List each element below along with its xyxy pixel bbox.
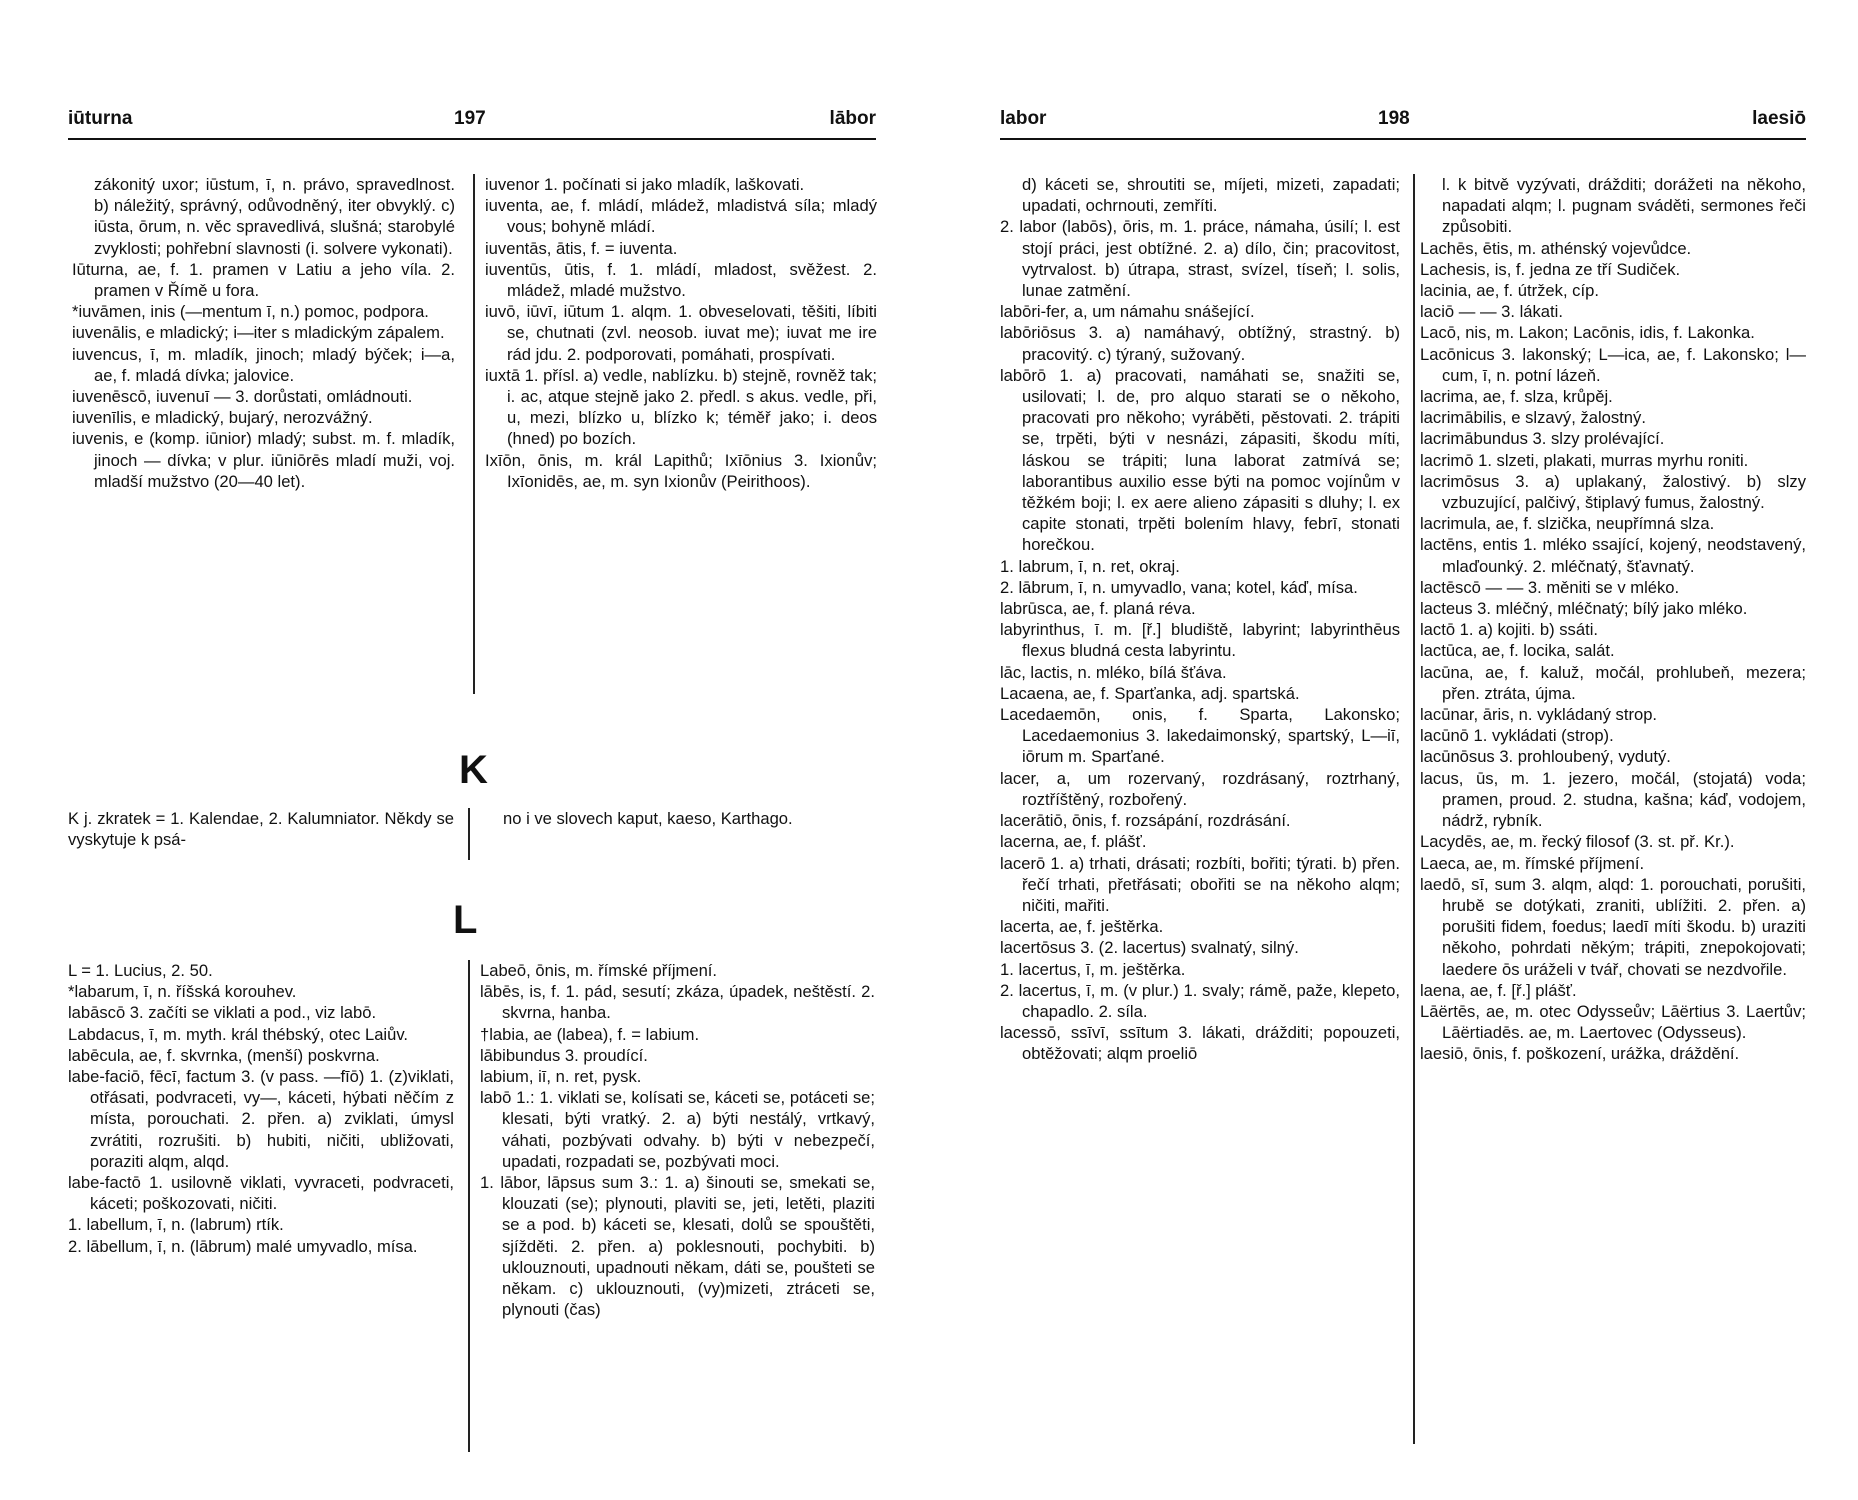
entry: Lacōnicus 3. lakonský; L—ica, ae, f. Lakonsko; l—cum, ī, n. potní lázeň. xyxy=(1420,344,1806,385)
entry: lacrimābundus 3. slzy prolévající. xyxy=(1420,429,1665,449)
entry: Labdacus, ī, m. myth. král thébský, otec Laiův. xyxy=(68,1024,409,1044)
entry: *labarum, ī, n. říšská korouhev. xyxy=(68,982,297,1002)
entry: Lachēs, ētis, m. athénský vojevůdce. xyxy=(1420,238,1692,258)
header-rule xyxy=(1000,138,1806,140)
entry: L = 1. Lucius, 2. 50. xyxy=(68,961,213,980)
entry: lacūnar, āris, n. vykládaný strop. xyxy=(1420,705,1658,725)
entry: lābēs, is, f. 1. pád, sesutí; zkáza, úpadek, neštěstí. 2. skvrna, hanba. xyxy=(480,982,875,1023)
entry: labium, iī, n. ret, pysk. xyxy=(480,1067,642,1087)
entry: lacrimula, ae, f. slzička, neupřímná slza. xyxy=(1420,514,1715,534)
entry: lacteus 3. mléčný, mléčnatý; bílý jako mléko. xyxy=(1420,599,1748,619)
entries-column-2 xyxy=(480,960,875,1320)
entry: 1. labellum, ī, n. (labrum) rtík. xyxy=(68,1215,284,1235)
entry: lacrimō 1. slzeti, plakati, murras myrhu roniti. xyxy=(1420,450,1749,470)
entry: lacer, a, um rozervaný, rozdrásaný, roztrhaný, roztříštěný, rozbořený. xyxy=(1000,768,1400,809)
entry: lactēns, entis 1. mléko ssající, kojený, neodstavený, mlaďounký. 2. mléčnatý, šťavnatý. xyxy=(1420,535,1806,576)
entry: lacerna, ae, f. plášť. xyxy=(1000,832,1147,852)
entry: d) káceti se, shroutiti se, míjeti, mizeti, zapadati; upadati, ochrnouti, zemříti. xyxy=(1022,175,1400,216)
entry: lacus, ūs, m. 1. jezero, močál, (stojatá) voda; pramen, proud. 2. studna, kašna; káď, vodojem, nádrž, rybník. xyxy=(1420,768,1806,831)
entry: iuxtā 1. přísl. a) vedle, nablízku. b) stejně, rovněž tak; i. ac, atque stejně jako 2. předl. s akus. vedle, při, u, mezi, blízko u, blízko k; téměř jako; i. deos (hned) po bozích. xyxy=(485,365,877,449)
entry: lacerta, ae, f. ještěrka. xyxy=(1000,917,1164,937)
column-divider xyxy=(468,960,470,1452)
entry: laesiō, ōnis, f. poškození, urážka, dráždění. xyxy=(1420,1044,1740,1064)
entry: iuventa, ae, f. mládí, mládež, mladistvá síla; mladý vous; bohyně mládí. xyxy=(485,196,877,237)
entry: †labia, ae (labea), f. = labium. xyxy=(480,1024,700,1044)
entry: iuvenēscō, iuvenuī — 3. dorůstati, omládnouti. xyxy=(72,387,413,407)
entry: labe-faciō, fēcī, factum 3. (v pass. —fīō) 1. (z)viklati, otřásati, podvraceti, vy—, káceti, hýbati něčím z místa, porouchati. 2. přen. a) zviklati, úmysl zvrátiti, rozrušiti. b) hubiti, ničiti, ubližovati, poraziti alqm, alqd. xyxy=(68,1067,454,1171)
entry: l. k bitvě vyzývati, drážditi; dorážeti na někoho, napadati alqm; l. pugnam sváděti, sermones řeči způsobiti. xyxy=(1442,175,1806,237)
entry: iuvō, iūvī, iūtum 1. alqm. 1. obveselovati, těšiti, líbiti se, chutnati (zvl. neosob. iuvat me); iuvat me ire rád jdu. 2. podporovati, pomáhati, prospívati. xyxy=(485,302,877,364)
entry: 2. labor (labōs), ōris, m. 1. práce, námaha, úsilí; l. est stojí práci, jest obtížné. 2. a) dílo, čin; pracovitost, vytrvalost. b) útrapa, strast, svízel, tíseň; l. solis, lunae zatmění. xyxy=(1000,217,1400,301)
entry: lacerātiō, ōnis, f. rozsápání, rozdrásání. xyxy=(1000,811,1291,831)
entry: iuventās, ātis, f. = iuventa. xyxy=(485,238,678,258)
entry: K j. zkratek = 1. Kalendae, 2. Kalumniator. Někdy se vyskytuje k psá- xyxy=(68,809,454,850)
entries-column-2 xyxy=(485,174,877,492)
entry: iuvencus, ī, m. mladík, jinoch; mladý býček; i—a, ae, f. mladá dívka; jalovice. xyxy=(72,344,455,385)
entry: lābibundus 3. proudící. xyxy=(480,1045,648,1065)
entry: lactēscō — — 3. měniti se v mléko. xyxy=(1420,577,1680,597)
entry: Lāërtēs, ae, m. otec Odysseův; Lāërtius 3. Laertův; Lāërtiadēs. ae, m. Laertovec (Odysseus). xyxy=(1420,1001,1806,1043)
entry: lacertōsus 3. (2. lacertus) svalnatý, silný. xyxy=(1000,938,1299,958)
section-letter-k: K xyxy=(459,748,488,792)
section-letter-l: L xyxy=(453,898,478,942)
header-left-word: iūturna xyxy=(68,108,133,129)
entry: iuventūs, ūtis, f. 1. mládí, mladost, svěžest. 2. mládež, mladé mužstvo. xyxy=(485,259,877,301)
entry: labēcula, ae, f. skvrnka, (menší) poskvrna. xyxy=(68,1045,380,1065)
entry: lacerō 1. a) trhati, drásati; rozbíti, bořiti; týrati. b) přen. řečí trhati, přetřásati; obořiti se na někoho alqm; ničiti, mařiti. xyxy=(1000,853,1400,915)
entry: labe-factō 1. usilovně viklati, vyvraceti, podvraceti, káceti; poškozovati, ničiti. xyxy=(68,1173,454,1214)
entry: lacrimōsus 3. a) uplakaný, žalostivý. b) slzy vzbuzující, palčivý, štiplavý fumus, žalostný. xyxy=(1420,471,1806,513)
entry: lactūca, ae, f. locika, salát. xyxy=(1420,641,1615,661)
entry: laciō — — 3. lákati. xyxy=(1420,302,1563,322)
entry: labōrō 1. a) pracovati, namáhati se, snažiti se, usilovati; l. de, pro alquo starati se o někoho, pracovati pro někoho; vyráběti, pěstovati. 2. trápiti se, trpěti, býti v nesnázi, zápasiti, škodu míti, láskou se trápiti; luna laborat zatmívá se; laborantibus auxilio esse býti na pomoc vojínům v těžkém boji; l. ex aere alieno zápasiti s dluhy; l. ex capite stonati, trpěti bolením hlavy, febrī, stonati horečkou. xyxy=(1000,365,1400,555)
entries-column-1 xyxy=(68,960,454,1257)
entry: lacūnōsus 3. prohloubený, vydutý. xyxy=(1420,747,1671,767)
entry: iuvenis, e (komp. iūnior) mladý; subst. m. f. mladík, jinoch — dívka; v plur. iūniōrēs mladí muži, voj. mladší mužstvo (20—40 let). xyxy=(72,429,455,491)
entry: zákonitý uxor; iūstum, ī, n. právo, spravedlnost. b) náležitý, správný, odůvodněný, iter obvyklý. c) iūsta, ōrum, n. věc spravedlivá, slušná; starobylé zvyklosti; pohřební slavnosti (i. solvere vykonati). xyxy=(94,175,455,258)
entry: labyrinthus, ī. m. [ř.] bludiště, labyrint; labyrinthēus flexus bludná cesta labyrintu. xyxy=(1000,620,1400,661)
entry: 1. lacertus, ī, m. ještěrka. xyxy=(1000,959,1186,979)
entry: Lacedaemōn, onis, f. Sparta, Lakonsko; Lacedaemonius 3. lakedaimonský, spartský, L—iī, iōrum m. Sparťané. xyxy=(1000,705,1400,767)
entry: lacrimābilis, e slzavý, žalostný. xyxy=(1420,408,1646,428)
entry: iuvenor 1. počínati si jako mladík, laškovati. xyxy=(485,175,805,194)
entry: iuvenālis, e mladický; i—iter s mladickým zápalem. xyxy=(72,323,445,343)
entry: labōriōsus 3. a) namáhavý, obtížný, strastný. b) pracovitý. c) týraný, sužovaný. xyxy=(1000,323,1400,364)
entry: Lacō, nis, m. Lakon; Lacōnis, idis, f. Lakonka. xyxy=(1420,323,1755,343)
entry: Lacydēs, ae, m. řecký filosof (3. st. př. Kr.). xyxy=(1420,832,1735,852)
running-header xyxy=(68,108,876,134)
entry: 1. labrum, ī, n. ret, okraj. xyxy=(1000,556,1180,576)
entry: Lacaena, ae, f. Sparťanka, adj. spartská. xyxy=(1000,683,1300,703)
column-divider xyxy=(468,808,470,860)
entry: labōri-fer, a, um námahu snášející. xyxy=(1000,302,1255,322)
entry: lacūna, ae, f. kaluž, močál, prohlubeň, mezera; přen. ztráta, újma. xyxy=(1420,662,1806,703)
header-left-word: labor xyxy=(1000,108,1047,129)
entry: Labeō, ōnis, m. římské příjmení. xyxy=(480,961,718,980)
entry: 2. lacertus, ī, m. (v plur.) 1. svaly; rámě, paže, klepeto, chapadlo. 2. síla. xyxy=(1000,980,1400,1021)
entries-column-1 xyxy=(72,174,455,492)
right-page xyxy=(929,0,1858,1500)
entry: laedō, sī, sum 3. alqm, alqd: 1. porouchati, porušiti, hrubě se dotýkati, zraniti, ublížiti. 2. přen. a) porušiti fidem, foedus; laedī míti škodu. b) uraziti někoho, pohrdati někým; trápiti, znepokojovati; laedere ōs uráželi v tvář, chovati se nezdvořile. xyxy=(1420,874,1806,979)
entry: lactō 1. a) kojiti. b) ssáti. xyxy=(1420,620,1598,640)
column-divider xyxy=(473,174,475,694)
entry: Ixīōn, ōnis, m. král Lapithů; Ixīōnius 3. Ixionův; Ixīonidēs, ae, m. syn Ixionův (Peirithoos). xyxy=(485,450,877,491)
entry: lacessō, ssīvī, ssītum 3. lákati, drážditi; popouzeti, obtěžovati; alqm proeliō xyxy=(1000,1023,1400,1064)
entries-column-1 xyxy=(1000,174,1400,1065)
entry: Iūturna, ae, f. 1. pramen v Latiu a jeho víla. 2. pramen v Římě u fora. xyxy=(72,259,455,301)
entry: labāscō 3. začíti se viklati a pod., viz labō. xyxy=(68,1003,377,1023)
entry: labrūsca, ae, f. planá réva. xyxy=(1000,599,1196,619)
entries-column-2 xyxy=(1420,174,1806,1065)
entry: Lachesis, is, f. jedna ze tří Sudiček. xyxy=(1420,259,1681,279)
entry: *iuvāmen, inis (—mentum ī, n.) pomoc, podpora. xyxy=(72,302,429,322)
entry: labō 1.: 1. viklati se, kolísati se, káceti se, potáceti se; klesati, býti vratký. 2. a) býti nestálý, vrtkavý, váhati, pozbývati odvahy. b) býti v nebezpečí, upadati, rozpadati se, pozbývati moci. xyxy=(480,1088,875,1171)
page-number: 197 xyxy=(454,108,486,129)
entry: lāc, lactis, n. mléko, bílá šťáva. xyxy=(1000,662,1227,682)
entry: lacrima, ae, f. slza, krůpěj. xyxy=(1420,387,1613,407)
entry: 2. lābrum, ī, n. umyvadlo, vana; kotel, káď, mísa. xyxy=(1000,577,1358,597)
running-header xyxy=(1000,108,1806,134)
column-divider xyxy=(1413,174,1415,1444)
header-rule xyxy=(68,138,876,140)
entry: 2. lābellum, ī, n. (lābrum) malé umyvadlo, mísa. xyxy=(68,1236,418,1256)
entry: lacinia, ae, f. útržek, cíp. xyxy=(1420,281,1599,301)
header-right-word: laesiō xyxy=(1752,108,1806,129)
page-number: 198 xyxy=(1378,108,1410,129)
header-right-word: lābor xyxy=(829,108,876,129)
entry: lacūnō 1. vykládati (strop). xyxy=(1420,726,1614,746)
entry: laena, ae, f. [ř.] plášť. xyxy=(1420,980,1577,1000)
entries-column-2 xyxy=(503,808,875,829)
entries-column-1 xyxy=(68,808,454,850)
entry: iuvenīlis, e mladický, bujarý, nerozvážný. xyxy=(72,408,373,428)
entry: no i ve slovech kaput, kaeso, Karthago. xyxy=(503,809,793,828)
entry: Laeca, ae, m. římské příjmení. xyxy=(1420,853,1645,873)
entry: 1. lābor, lāpsus sum 3.: 1. a) šinouti se, smekati se, klouzati (se); plynouti, plaviti se, jeti, letěti, plaziti se a pod. b) káceti se, klesati, dolů se spouštěti, sjížděti. 2. přen. a) poklesnouti, pochybiti. b) uklouznouti, upadnouti někam, dáti se, poušteti se někam. c) uklouznouti, (vy)mizeti, ztráceti se, plynouti (čas) xyxy=(480,1173,875,1320)
